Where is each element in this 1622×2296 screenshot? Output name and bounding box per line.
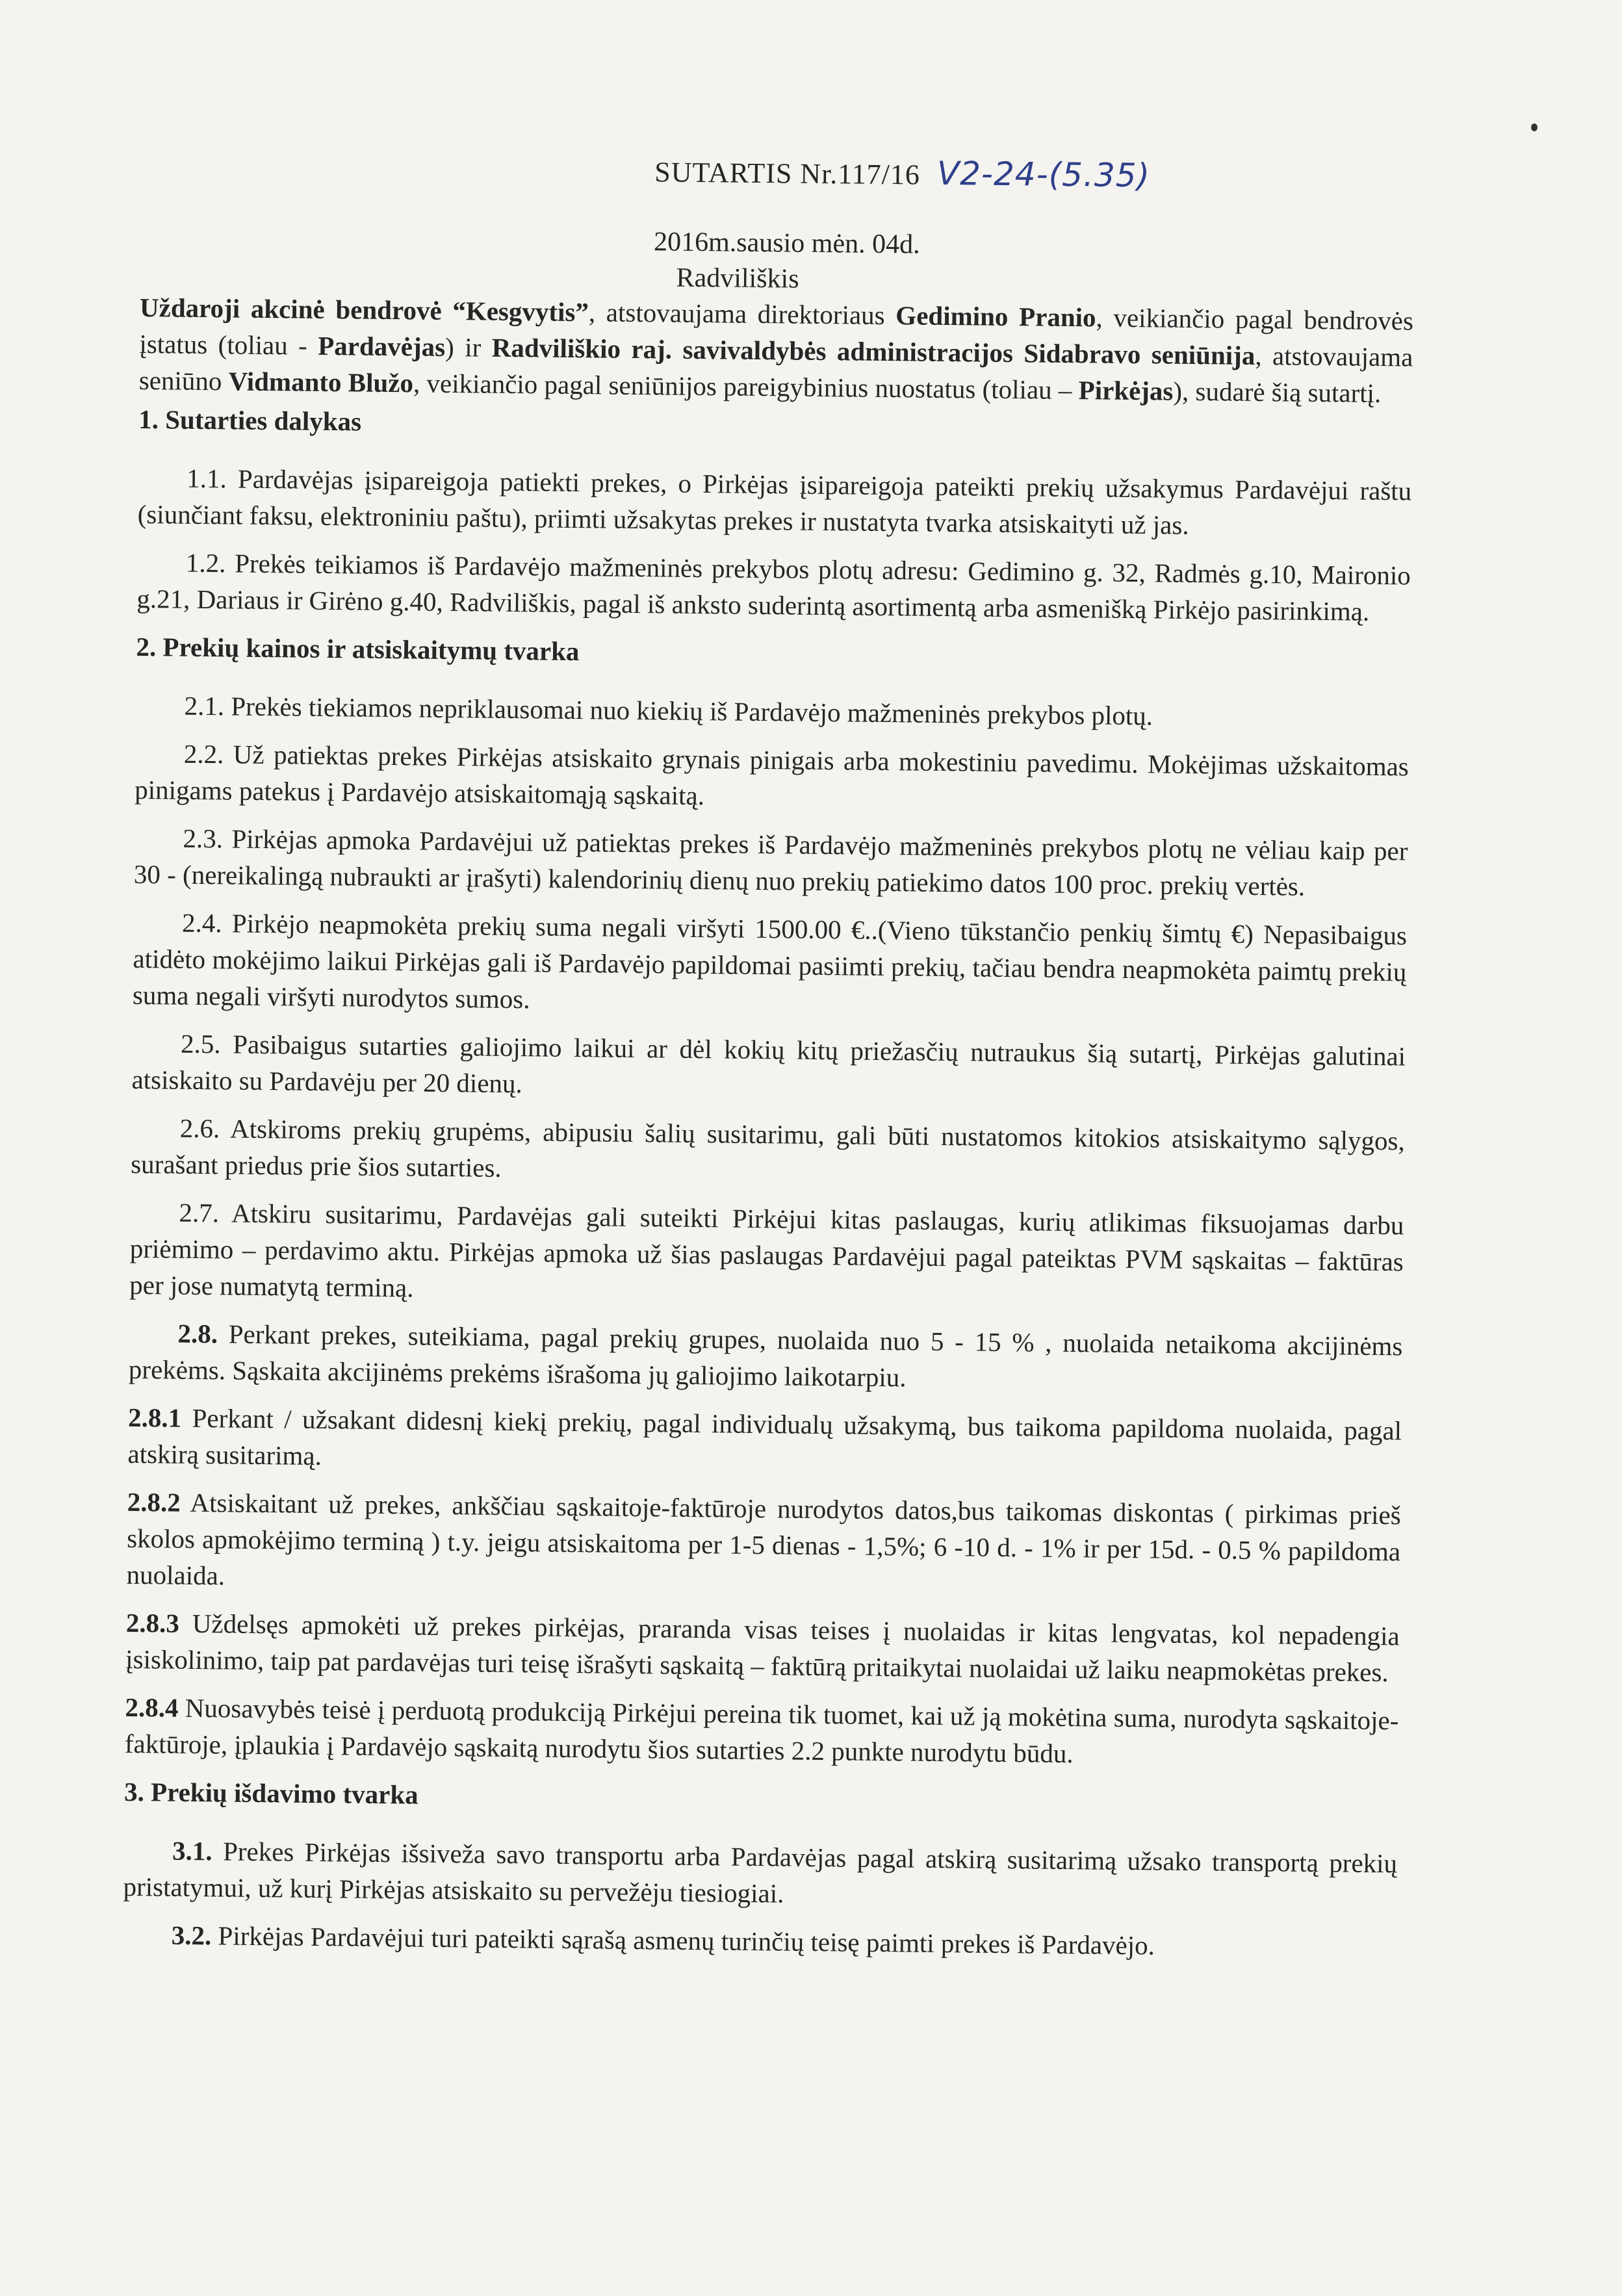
clause-2-2: 2.2. Už patiektas prekes Pirkėjas atsiskaito grynais pinigais arba mokestiniu pavedimu. Mokėjimas užskaitomas pinigams patekus į Pardavėjo atsiskaitomąją sąskaitą. [135,738,1409,811]
clause-2-8-2: 2.8.2 Atsiskaitant už prekes, ankščiau sąskaitoje-faktūroje nurodytos datos,bus taikomas diskontas ( pirkimas prieš skolos apmokėjimo terminą ) t.y. jeigu atsiskaitoma per 1-5 dienas - 1,5%; 6 -10 d. - 1% ir per 15d. - 0.5 % papildoma nuolaida. [126,1486,1401,1591]
document-content [123,0,1417,1961]
contract-body [122,289,1413,1978]
clause-2-3: 2.3. Pirkėjas apmoka Pardavėjui už patiektas prekes iš Pardavėjo mažmeninės prekybos plotų ne vėliau kaip per 30 - (nereikalingą nubraukti ar įrašyti) kalendorinių dienų nuo prekių patiekimo datos 100 proc. prekių vertės. [133,823,1408,901]
clause-2-4: 2.4. Pirkėjo neapmokėta prekių suma negali viršyti 1500.00 €..(Vieno tūkstančio penkių šimtų €) Nepasibaigus atidėto mokėjimo laikui Pirkėjas gali iš Pardavėjo papildomai pasiimti prekių, tačiau bendra neapmokėta paimtų prekių suma negali viršyti nurodytos sumos. [132,907,1408,1014]
clause-1-2: 1.2. Prekės teikiamos iš Pardavėjo mažmeninės prekybos plotų adresu: Gedimino g. 32, Radmės g.10, Maironio g.21, Dariaus ir Girėno g.40, Radviliškis, pagal iš anksto suderintą asortimentą arba asmenišką Pirkėjo pasirinkimą. [136,547,1411,626]
clause-2-8-4: 2.8.4 Nuosavybės teisė į perduotą produkciją Pirkėjui pereina tik tuomet, kai už ją mokėtina suma, nurodyta sąskaitoje-faktūroje, įplaukia į Pardavėjo sąskaitą nurodytu šios sutarties 2.2 punkte nurodytu būdu. [124,1692,1399,1769]
contract-city: Radviliškis [676,263,799,294]
scan-speck [1531,123,1538,131]
section-1-title: 1. Sutarties dalykas [138,404,362,437]
clause-3-2: 3.2. Pirkėjas Pardavėjui turi pateikti sąrašą asmenų turinčių teisę paimti prekes iš Pardavėjo. [171,1920,1155,1961]
handwritten-registration-note: V2-24-(5.35) [936,154,1151,195]
clause-2-8-3: 2.8.3 Uždelsęs apmokėti už prekes pirkėjas, praranda visas teises į nuolaidas ir kitas lengvatas, kol nepadengia įsiskolinimo, taip pat pardavėjas turi teisę išrašyti sąskaitą – faktūrą pritaikytai nuolaidai už laiku neapmokėtas prekes. [125,1607,1400,1688]
contract-date: 2016m.sausio mėn. 04d. [653,227,920,260]
contract-number: SUTARTIS Nr.117/16 [654,156,921,191]
clause-2-7: 2.7. Atskiru susitarimu, Pardavėjas gali suteikti Pirkėjui kitas paslaugas, kurių atlikimas fiksuojamas darbu priėmimo – perdavimo aktu. Pirkėjas apmoka už šias paslaugas Pardavėjui pagal pateiktas PVM sąskaitas – faktūras per jose numatytą terminą. [129,1197,1404,1303]
clause-2-8: 2.8. Perkant prekes, suteikiama, pagal prekių grupes, nuolaida nuo 5 - 15 % , nuolaida netaikoma akcijinėms prekėms. Sąskaita akcijinėms prekėms išrašoma jų galiojimo laikotarpiu. [128,1318,1403,1393]
contract-title [654,151,1150,194]
clause-2-1: 2.1. Prekės tiekiamos nepriklausomai nuo kiekių iš Pardavėjo mažmeninės prekybos plotų. [184,690,1153,731]
clause-2-8-1: 2.8.1 Perkant / užsakant didesnį kiekį prekių, pagal individualų užsakymą, bus taikoma papildoma nuolaida, pagal atskirą susitarimą. [127,1402,1402,1471]
clause-3-1: 3.1. Prekes Pirkėjas išsiveža savo transportu arba Pardavėjas pagal atskirą susitarimą užsako transportą prekių pristatymui, už kurį Pirkėjas atsiskaito su pervežėju tiesiogiai. [123,1835,1398,1909]
clause-2-5: 2.5. Pasibaigus sutarties galiojimo laikui ar dėl kokių kitų priežasčių nutraukus šią sutartį, Pirkėjas galutinai atsiskaito su Pardavėju per 20 dienų. [131,1028,1406,1099]
section-3-title: 3. Prekių išdavimo tvarka [123,1776,418,1810]
parties-paragraph: Uždaroji akcinė bendrovė “Kesgvytis”, atstovaujama direktoriaus Gedimino Pranio, veikiančio pagal bendrovės įstatus (toliau - Pardavėjas) ir Radviliškio raj. savivaldybės administracijos Sidabravo seniūnija, atstovaujama seniūno Vidmanto Blužo, veikiančio pagal seniūnijos pareigybinius nuostatus (toliau – Pirkėjas), sudarė šią sutartį. [138,292,1414,408]
clause-1-1: 1.1. Pardavėjas įsipareigoja patiekti prekes, o Pirkėjas įsipareigoja pateikti prekių užsakymus Pardavėjui raštu (siunčiant faksu, elektroniniu paštu), priimti užsakytas prekes ir nustatyta tvarka atsiskaityti už jas. [137,463,1412,540]
section-2-title: 2. Prekių kainos ir atsiskaitymų tvarka [136,631,580,667]
clause-2-6: 2.6. Atskiroms prekių grupėms, abipusiu šalių susitarimu, gali būti nustatomos kitokios atsiskaitymo sąlygos, surašant priedus prie šios sutarties. [131,1113,1405,1183]
